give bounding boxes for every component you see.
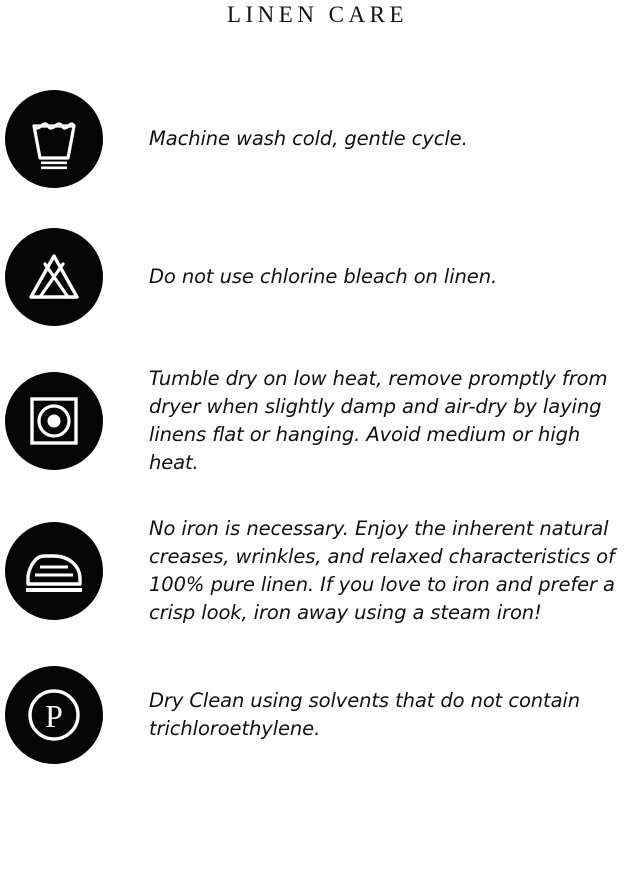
care-instruction-text: Tumble dry on low heat, remove promptly from dryer when slightly damp and air-dry by laying linens flat or hanging. Avoid medium or high heat. [149, 367, 608, 474]
machine-wash-icon [5, 90, 103, 188]
care-instruction-list [0, 70, 631, 784]
care-instruction-text: Do not use chlorine bleach on linen. [149, 265, 498, 288]
do-not-bleach-icon [5, 228, 103, 326]
text-cell [108, 263, 631, 291]
care-instruction-text: Dry Clean using solvents that do not contain trichloroethylene. [149, 689, 581, 740]
text-cell [108, 125, 631, 153]
iron-icon [5, 522, 103, 620]
page-title: LINEN CARE [226, 2, 409, 27]
icon-cell [0, 372, 108, 470]
tumble-dry-low-icon [5, 372, 103, 470]
icon-cell [0, 522, 108, 620]
text-cell [108, 687, 631, 743]
care-instruction-row [0, 346, 631, 496]
icon-cell [0, 228, 108, 326]
icon-cell [0, 90, 108, 188]
care-instruction-text: Machine wash cold, gentle cycle. [149, 127, 468, 150]
care-instruction-row [0, 70, 631, 208]
svg-text:P: P [45, 698, 63, 734]
care-instruction-row [0, 646, 631, 784]
care-instruction-row [0, 208, 631, 346]
icon-cell [0, 666, 108, 764]
care-instruction-text: No iron is necessary. Enjoy the inherent natural creases, wrinkles, and relaxed characteristics of 100% pure linen. If you love to iron and prefer a crisp look, iron away using a steam iron! [149, 517, 615, 624]
text-cell [108, 365, 631, 477]
care-instruction-row [0, 496, 631, 646]
text-cell [108, 515, 631, 627]
dry-clean-p-icon [5, 666, 103, 764]
